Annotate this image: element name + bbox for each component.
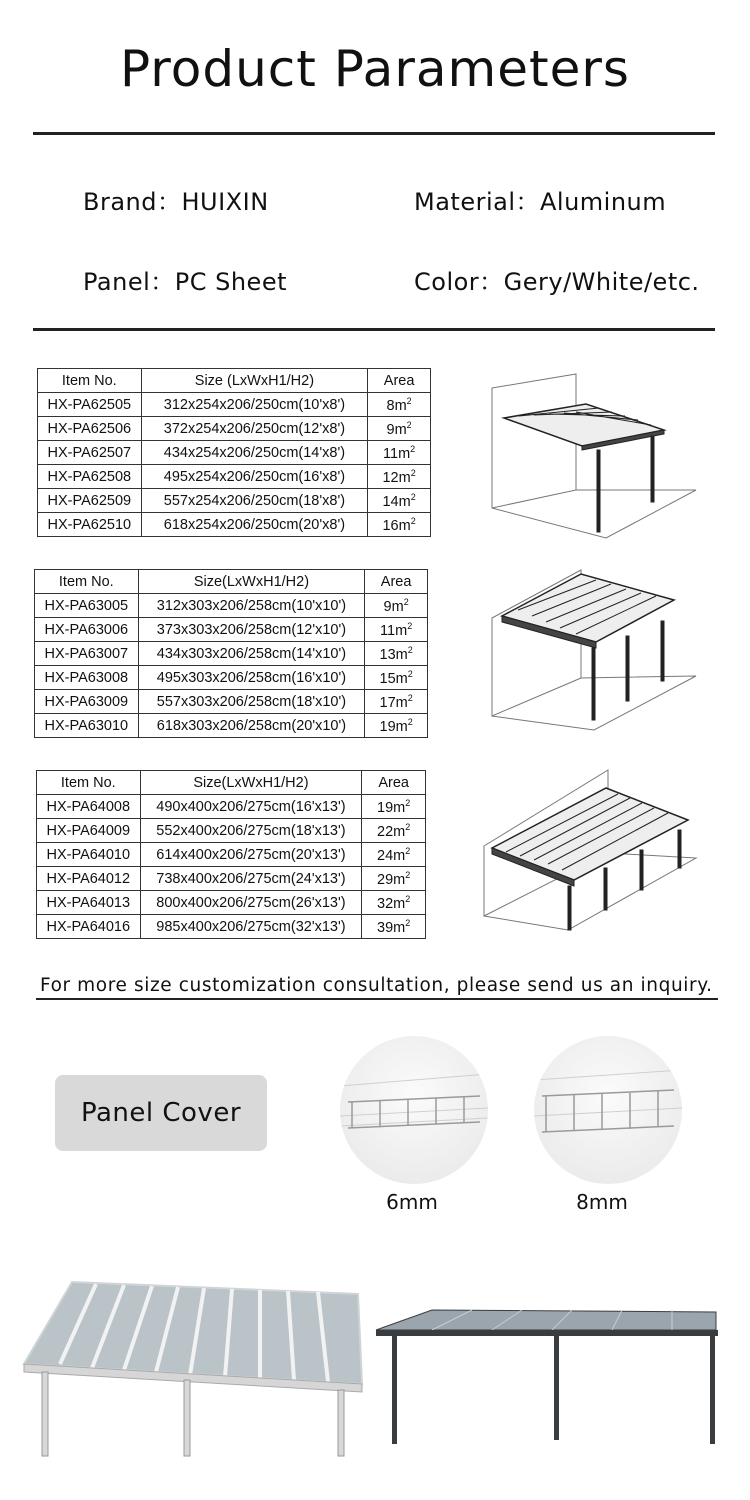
material-param: Material：Aluminum <box>414 188 667 216</box>
dark-pergola-photo <box>372 1300 724 1448</box>
item-no: HX-PA62505 <box>38 393 142 417</box>
size: 552x400x206/275cm(18'x13') <box>140 819 362 843</box>
area: $19m^2$ <box>365 714 428 738</box>
white-pergola-photo <box>20 1272 368 1460</box>
table-row <box>38 393 431 417</box>
item-no: HX-PA63006 <box>35 618 139 642</box>
area: $22m^2$ <box>362 819 426 843</box>
table-row <box>35 690 428 714</box>
panel-8mm-label: 8mm <box>576 1190 628 1214</box>
size: 312x254x206/250cm(10'x8') <box>141 393 368 417</box>
table-header-row <box>37 771 426 795</box>
size: 434x254x206/250cm(14'x8') <box>141 441 368 465</box>
table-row <box>37 819 426 843</box>
size: 372x254x206/250cm(12'x8') <box>141 417 368 441</box>
panel-6mm-image <box>340 1036 488 1184</box>
table-row <box>38 489 431 513</box>
item-no: HX-PA64009 <box>37 819 141 843</box>
item-no: HX-PA63010 <box>35 714 139 738</box>
area: $13m^2$ <box>365 642 428 666</box>
panel-6mm-label: 6mm <box>386 1190 438 1214</box>
table-row <box>35 666 428 690</box>
area: $12m^2$ <box>368 465 431 489</box>
header-area: Area <box>368 369 431 393</box>
item-no: HX-PA63005 <box>35 594 139 618</box>
table-row <box>37 795 426 819</box>
area: $19m^2$ <box>362 795 426 819</box>
header-item-no: Item No. <box>37 771 141 795</box>
area: $29m^2$ <box>362 867 426 891</box>
size: 614x400x206/275cm(20'x13') <box>140 843 362 867</box>
size: 618x254x206/250cm(20'x8') <box>141 513 368 537</box>
item-no: HX-PA64010 <box>37 843 141 867</box>
size: 495x254x206/250cm(16'x8') <box>141 465 368 489</box>
spec-table-2 <box>34 569 428 738</box>
table-row <box>35 618 428 642</box>
page-title: Product Parameters <box>120 40 630 98</box>
header-item-no: Item No. <box>38 369 142 393</box>
area: $14m^2$ <box>368 489 431 513</box>
size: 557x254x206/250cm(18'x8') <box>141 489 368 513</box>
header-size: Size (LxWxH1/H2) <box>141 369 368 393</box>
item-no: HX-PA62508 <box>38 465 142 489</box>
table-row <box>38 417 431 441</box>
header-size: Size(LxWxH1/H2) <box>138 570 365 594</box>
area: $8m^2$ <box>368 393 431 417</box>
spec-table-3 <box>36 770 426 939</box>
item-no: HX-PA62510 <box>38 513 142 537</box>
table-row <box>37 891 426 915</box>
size: 800x400x206/275cm(26'x13') <box>140 891 362 915</box>
header-area: Area <box>362 771 426 795</box>
item-no: HX-PA63009 <box>35 690 139 714</box>
item-no: HX-PA62506 <box>38 417 142 441</box>
item-no: HX-PA64008 <box>37 795 141 819</box>
size: 557x303x206/258cm(18'x10') <box>138 690 365 714</box>
item-no: HX-PA62509 <box>38 489 142 513</box>
size: 618x303x206/258cm(20'x10') <box>138 714 365 738</box>
item-no: HX-PA63007 <box>35 642 139 666</box>
size: 738x400x206/275cm(24'x13') <box>140 867 362 891</box>
brand-param: Brand：HUIXIN <box>83 188 269 216</box>
area: $39m^2$ <box>362 915 426 939</box>
table-row <box>37 915 426 939</box>
table-row <box>37 867 426 891</box>
area: $9m^2$ <box>365 594 428 618</box>
header-area: Area <box>365 570 428 594</box>
table-header-row <box>35 570 428 594</box>
size: 490x400x206/275cm(16'x13') <box>140 795 362 819</box>
divider-params <box>33 328 715 331</box>
size: 312x303x206/258cm(10'x10') <box>138 594 365 618</box>
item-no: HX-PA63008 <box>35 666 139 690</box>
area: $11m^2$ <box>368 441 431 465</box>
header-item-no: Item No. <box>35 570 139 594</box>
size: 373x303x206/258cm(12'x10') <box>138 618 365 642</box>
item-no: HX-PA64012 <box>37 867 141 891</box>
item-no: HX-PA64016 <box>37 915 141 939</box>
table-row <box>38 513 431 537</box>
size: 434x303x206/258cm(14'x10') <box>138 642 365 666</box>
header-size: Size(LxWxH1/H2) <box>140 771 362 795</box>
item-no: HX-PA62507 <box>38 441 142 465</box>
area: $11m^2$ <box>365 618 428 642</box>
inquiry-note: For more size customization consultation, please send us an inquiry. <box>40 975 713 996</box>
spec-table-1 <box>37 368 431 537</box>
size: 495x303x206/258cm(16'x10') <box>138 666 365 690</box>
table-row <box>35 714 428 738</box>
area: $9m^2$ <box>368 417 431 441</box>
table-row <box>35 642 428 666</box>
panel-8mm-image <box>534 1036 682 1184</box>
area: $16m^2$ <box>368 513 431 537</box>
table-header-row <box>38 369 431 393</box>
divider-inquiry <box>36 998 718 1000</box>
area: $24m^2$ <box>362 843 426 867</box>
area: $32m^2$ <box>362 891 426 915</box>
table-row <box>38 465 431 489</box>
area: $17m^2$ <box>365 690 428 714</box>
panel-cover-label: Panel Cover <box>55 1075 267 1151</box>
table-row <box>37 843 426 867</box>
divider-top <box>33 132 715 135</box>
pergola-diagram-large <box>478 768 700 934</box>
table-row <box>38 441 431 465</box>
panel-param: Panel：PC Sheet <box>83 268 287 296</box>
table-row <box>35 594 428 618</box>
pergola-diagram-medium <box>486 566 701 734</box>
color-param: Color：Gery/White/etc. <box>414 268 700 296</box>
pergola-diagram-small <box>486 370 701 542</box>
area: $15m^2$ <box>365 666 428 690</box>
item-no: HX-PA64013 <box>37 891 141 915</box>
size: 985x400x206/275cm(32'x13') <box>140 915 362 939</box>
